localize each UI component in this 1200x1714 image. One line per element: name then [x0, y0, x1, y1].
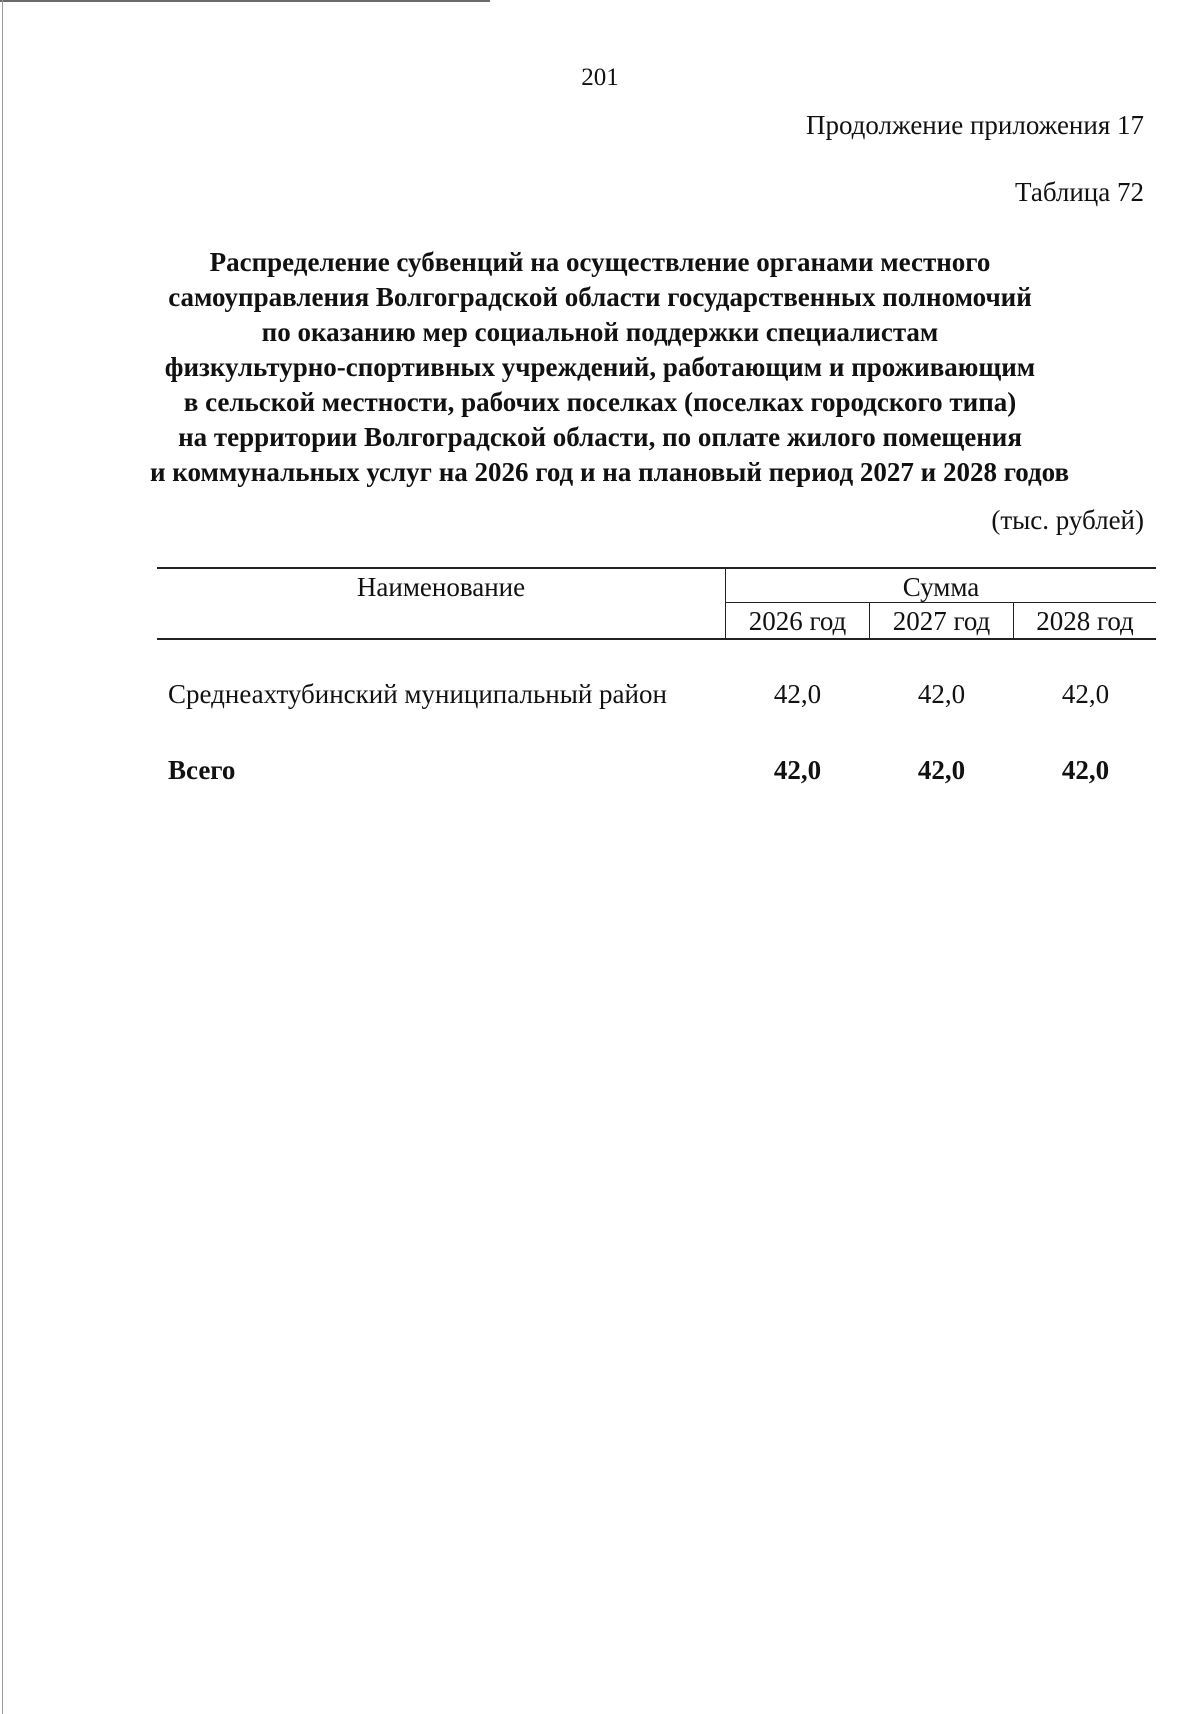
- title-line: на территории Волгоградской области, по оплате жилого помещения: [178, 422, 1022, 452]
- units-label: (тыс. рублей): [991, 505, 1144, 535]
- table-total-row: [157, 752, 1156, 788]
- title-line: по оказанию мер социальной поддержки специалистам: [261, 317, 939, 347]
- scan-edge-left: [2, 0, 3, 1714]
- row-value-2026: 42,0: [773, 679, 822, 709]
- header-year-2027: 2027 год: [870, 603, 1014, 638]
- total-value-2028: 42,0: [1061, 755, 1110, 785]
- scan-edge-top: [0, 0, 490, 2]
- document-title: [150, 245, 1070, 490]
- title-line: самоуправления Волгоградской области государственных полномочий: [168, 282, 1032, 312]
- total-value-2026: 42,0: [773, 755, 822, 785]
- title-line: и коммунальных услуг на 2026 год и на плановый период 2027 и 2028 годов: [150, 457, 1070, 487]
- row-name: Среднеахтубинский муниципальный район: [168, 679, 667, 709]
- table-row: [157, 676, 1156, 712]
- title-line: физкультурно-спортивных учреждений, работающим и проживающим: [164, 352, 1036, 382]
- header-name: Наименование: [157, 569, 726, 638]
- header-year-2026: 2026 год: [726, 603, 870, 638]
- header-year-2028: 2028 год: [1036, 606, 1134, 636]
- row-value-2028: 42,0: [1061, 679, 1110, 709]
- appendix-note: Продолжение приложения 17: [805, 110, 1144, 140]
- total-value-2027: 42,0: [917, 755, 966, 785]
- page-number: 201: [581, 64, 619, 91]
- title-line: Распределение субвенций на осуществление органами местного: [209, 247, 991, 277]
- table-number: Таблица 72: [1015, 177, 1144, 207]
- row-value-2027: 42,0: [917, 679, 966, 709]
- table-header: [157, 567, 1156, 640]
- total-name: Всего: [168, 755, 236, 785]
- subsidy-table: [157, 567, 1156, 785]
- header-sum: Сумма: [726, 569, 1156, 603]
- title-line: в сельской местности, рабочих поселках (поселках городского типа): [183, 387, 1017, 417]
